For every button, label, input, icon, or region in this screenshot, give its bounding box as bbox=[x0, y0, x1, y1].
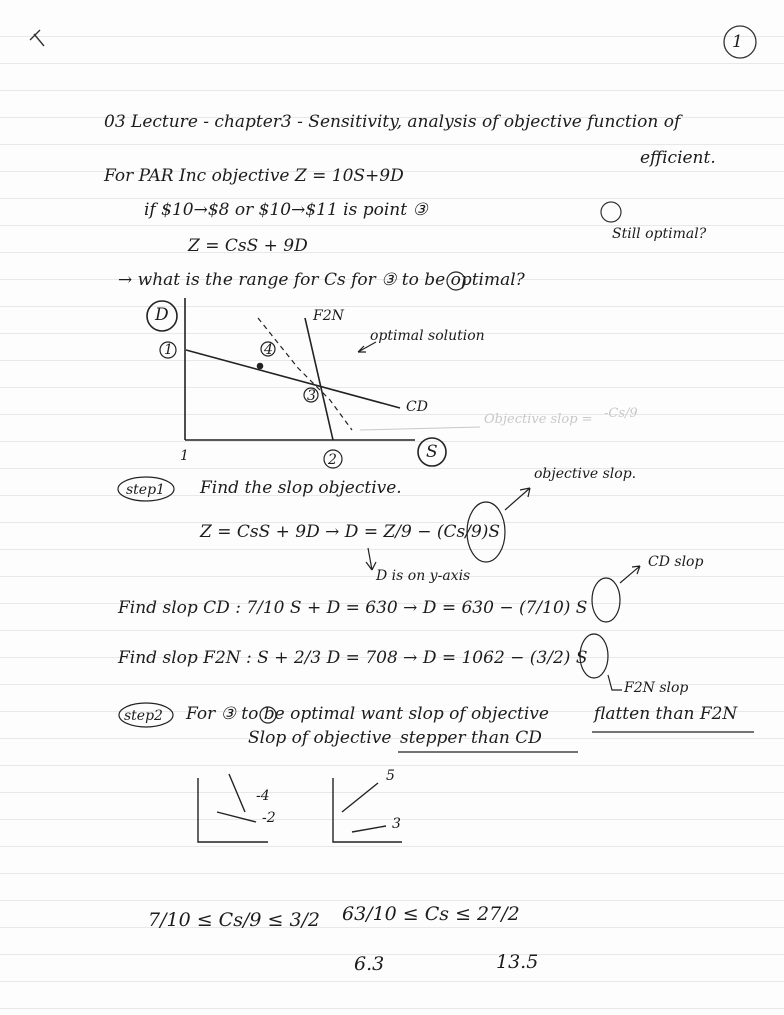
graph-axis-y: D bbox=[155, 305, 169, 325]
sketch2-label-a: 5 bbox=[386, 768, 395, 784]
sketch2-flat bbox=[352, 826, 386, 832]
line-f2n bbox=[305, 318, 333, 440]
sketch2-steep bbox=[342, 783, 378, 812]
page-number: 1 bbox=[732, 32, 743, 52]
range-question: → what is the range for Cs for ③ to be optimal? bbox=[118, 270, 525, 290]
graph-pt1-x: 1 bbox=[180, 448, 189, 464]
sketch2-label-b: 3 bbox=[392, 816, 401, 832]
step1-find-f2n: Find slop F2N : S + 2/3 D = 708 → D = 1062 − (3/2) S bbox=[118, 648, 588, 668]
cd-slope-circle bbox=[592, 578, 620, 622]
result-low-value: 6.3 bbox=[354, 953, 385, 975]
graph-pt2-label: 2 bbox=[328, 452, 337, 468]
corner-tick-mark bbox=[30, 30, 44, 46]
result-inequality-1: 7/10 ≤ Cs/9 ≤ 3/2 bbox=[148, 909, 321, 931]
point4-dot bbox=[258, 364, 263, 369]
question-line: if $10→$8 or $10→$11 is point ③ bbox=[144, 200, 428, 220]
line-cd bbox=[186, 350, 400, 408]
cd-slop-arrow bbox=[620, 566, 640, 583]
graph-objective-slop-value: -Cs/9 bbox=[604, 406, 638, 421]
graph-f2n-label: F2N bbox=[313, 308, 344, 324]
graph-pt1-y: 1 bbox=[164, 342, 173, 358]
step1-d-note: D is on y-axis bbox=[376, 568, 471, 584]
result-inequality-2: 63/10 ≤ Cs ≤ 27/2 bbox=[342, 903, 520, 925]
point3-circle-question bbox=[601, 202, 621, 222]
step1-label: step1 bbox=[126, 482, 165, 498]
page-title: 03 Lecture - chapter3 - Sensitivity, analysis of objective function of bbox=[104, 112, 681, 132]
graph-objective-slop: Objective slop = bbox=[484, 412, 593, 427]
objective-slop-arrow bbox=[505, 488, 530, 510]
graph-optimal-solution: optimal solution bbox=[370, 328, 485, 344]
d-axis-arrow bbox=[366, 548, 376, 570]
result-high-value: 13.5 bbox=[496, 951, 539, 973]
step2-text-d: stepper than CD bbox=[400, 728, 542, 748]
page-title-cont: efficient. bbox=[640, 148, 716, 168]
step1-equation: Z = CsS + 9D → D = Z/9 − (Cs/9)S bbox=[200, 522, 501, 542]
graph-pt4-label: 4 bbox=[264, 342, 273, 358]
step1-find-cd: Find slop CD : 7/10 S + D = 630 → D = 630 − (7/10) S bbox=[118, 598, 588, 618]
sketch1-label-b: -2 bbox=[262, 810, 276, 826]
graph-pt3-label: 3 bbox=[307, 388, 316, 404]
sketch1-label-a: -4 bbox=[256, 788, 270, 804]
step2-label: step2 bbox=[124, 708, 163, 724]
step2-text-a: For ③ to be optimal want slop of objective bbox=[186, 704, 549, 724]
step1-f2n-slop-note: F2N slop bbox=[624, 680, 689, 696]
step2-text-b: flatten than F2N bbox=[594, 704, 738, 724]
sketch1-flat bbox=[217, 812, 256, 822]
objective-line-text: For PAR Inc objective Z = 10S+9D bbox=[104, 166, 404, 186]
still-optimal-note: Still optimal? bbox=[612, 226, 707, 242]
sketch1-steep bbox=[229, 774, 245, 812]
slope-sketches bbox=[198, 774, 402, 842]
f2n-slop-arrow bbox=[608, 675, 622, 690]
z-equation: Z = CsS + 9D bbox=[188, 236, 308, 256]
graph-axis-x: S bbox=[426, 442, 438, 462]
faint-arrow-line bbox=[360, 427, 480, 430]
graph-cd-label: CD bbox=[406, 399, 428, 415]
step1-cd-slop-note: CD slop bbox=[648, 554, 704, 570]
step2-text-c: Slop of objective bbox=[248, 728, 392, 748]
step1-text: Find the slop objective. bbox=[200, 478, 402, 498]
step1-objective-slop-note: objective slop. bbox=[534, 466, 637, 482]
